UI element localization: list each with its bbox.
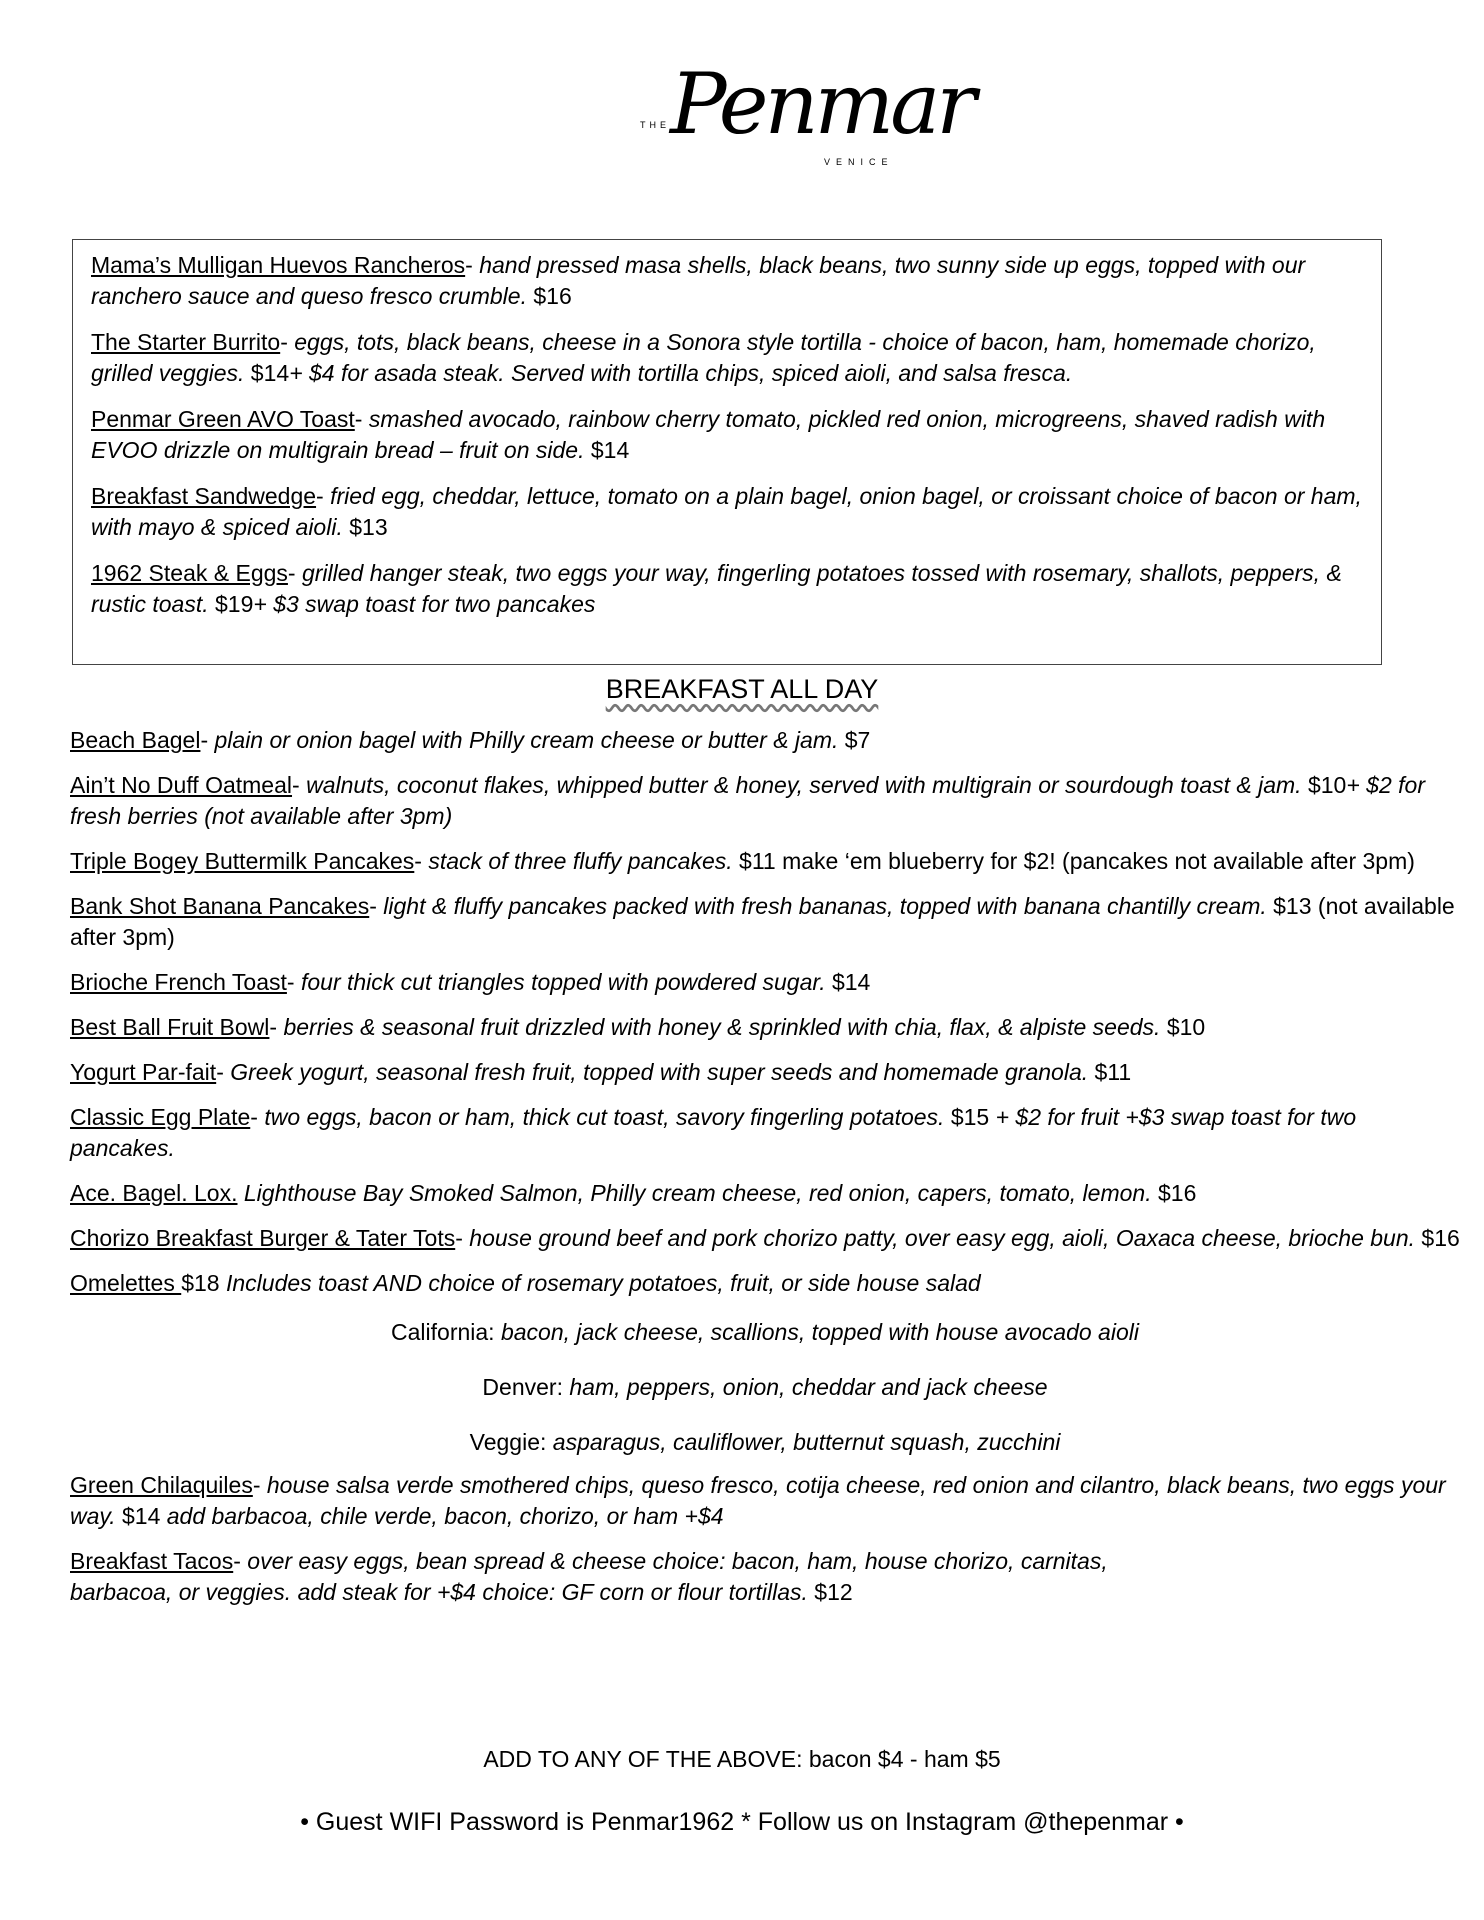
- item-price: $19: [208, 591, 254, 617]
- item-name: 1962 Steak & Eggs: [91, 560, 288, 586]
- item-price: $15: [944, 1104, 990, 1130]
- omelette-label: California:: [391, 1319, 495, 1345]
- item-extra: (not available after 3pm): [70, 893, 1455, 950]
- menu-item: [70, 1546, 1130, 1608]
- footer-note: • Guest WIFI Password is Penmar1962 * Follow us on Instagram @thepenmar •: [300, 1808, 1184, 1836]
- breakfast-menu: [70, 725, 1460, 1622]
- omelette-option: [70, 1317, 1460, 1348]
- item-sep: -: [316, 483, 331, 509]
- menu-item: [91, 404, 1363, 466]
- item-desc: stack of three fluffy pancakes.: [428, 848, 733, 874]
- item-name: Chorizo Breakfast Burger & Tater Tots: [70, 1225, 456, 1251]
- item-price: $13: [342, 514, 388, 540]
- item-sep: -: [369, 893, 384, 919]
- item-sep: -: [292, 772, 307, 798]
- item-price: $18: [181, 1270, 220, 1296]
- item-price: $16: [1415, 1225, 1460, 1251]
- item-extra: + $3 swap toast for two pancakes: [253, 591, 596, 617]
- item-price: $12: [807, 1579, 853, 1605]
- section-heading: BREAKFAST ALL DAY: [605, 674, 879, 704]
- item-price: $7: [838, 727, 871, 753]
- item-price: $11: [1088, 1059, 1132, 1085]
- menu-item: [70, 1057, 1460, 1088]
- item-name: The Starter Burrito: [91, 329, 281, 355]
- menu-item: [70, 1223, 1460, 1254]
- omelette-label: Denver:: [482, 1374, 563, 1400]
- item-price: $10: [1160, 1014, 1206, 1040]
- logo-the: THE: [640, 120, 670, 130]
- item-sep: -: [280, 329, 295, 355]
- item-name: Green Chilaquiles: [70, 1472, 253, 1498]
- item-desc: over easy eggs, bean spread & cheese choice: bacon, ham, house chorizo, carnitas, barbacoa, or veggies. add steak for +$4 choice: GF corn or flour tortillas.: [70, 1548, 1108, 1605]
- menu-item: [91, 558, 1363, 620]
- item-extra: add barbacoa, chile verde, bacon, chorizo, or ham +$4: [160, 1503, 724, 1529]
- featured-box: [72, 239, 1382, 665]
- item-desc: house ground beef and pork chorizo patty, over easy egg, aioli, Oaxaca cheese, brioche bun.: [469, 1225, 1416, 1251]
- menu-item: [70, 1102, 1460, 1164]
- item-extra: Includes toast AND choice of rosemary potatoes, fruit, or side house salad: [219, 1270, 981, 1296]
- restaurant-logo: [640, 55, 973, 182]
- item-sep: -: [455, 1225, 470, 1251]
- item-sep: -: [252, 1472, 267, 1498]
- item-price: $13: [1266, 893, 1312, 919]
- item-desc: grilled hanger steak, two eggs your way, fingerling potatoes tossed with rosemary, shallots, peppers, & rustic toast.: [91, 560, 1342, 617]
- omelette-desc: asparagus, cauliflower, butternut squash, zucchini: [546, 1429, 1061, 1455]
- item-name: Penmar Green AVO Toast: [91, 406, 355, 432]
- omelette-desc: bacon, jack cheese, scallions, topped with house avocado aioli: [494, 1319, 1139, 1345]
- item-desc: four thick cut triangles topped with powdered sugar.: [300, 969, 826, 995]
- omelette-label: Veggie:: [469, 1429, 547, 1455]
- menu-item: [91, 327, 1363, 389]
- item-name: Triple Bogey Buttermilk Pancakes: [70, 848, 415, 874]
- item-sep: -: [269, 1014, 284, 1040]
- item-name: Ace. Bagel. Lox.: [70, 1180, 238, 1206]
- menu-item: [70, 1268, 1460, 1299]
- item-desc: walnuts, coconut flakes, whipped butter & honey, served with multigrain or sourdough toast & jam.: [306, 772, 1302, 798]
- item-sep: -: [354, 406, 369, 432]
- menu-item: [91, 481, 1363, 543]
- item-name: Mama’s Mulligan Huevos Rancheros: [91, 252, 466, 278]
- item-price: $16: [526, 283, 572, 309]
- item-extra: + $4 for asada steak. Served with tortilla chips, spiced aioli, and salsa fresca.: [289, 360, 1073, 386]
- item-name: Breakfast Tacos: [70, 1548, 234, 1574]
- item-sep: -: [216, 1059, 231, 1085]
- item-desc: eggs, tots, black beans, cheese in a Sonora style tortilla - choice of bacon, ham, homemade chorizo, grilled veggies.: [91, 329, 1316, 386]
- item-name: Ain’t No Duff Oatmeal: [70, 772, 293, 798]
- item-price: $14: [584, 437, 630, 463]
- omelette-option: [70, 1427, 1460, 1458]
- item-desc: smashed avocado, rainbow cherry tomato, pickled red onion, microgreens, shaved radish with EVOO drizzle on multigrain bread – fruit on side.: [91, 406, 1326, 463]
- item-price: $14: [825, 969, 871, 995]
- item-name: Beach Bagel: [70, 727, 201, 753]
- item-desc: berries & seasonal fruit drizzled with honey & sprinkled with chia, flax, & alpiste seeds.: [283, 1014, 1161, 1040]
- item-desc: house salsa verde smothered chips, queso fresco, cotija cheese, red onion and cilantro, black beans, two eggs your way.: [70, 1472, 1446, 1529]
- item-sep: -: [250, 1104, 265, 1130]
- logo-script: Penmar: [670, 55, 973, 153]
- item-price: $14: [244, 360, 290, 386]
- menu-item: [70, 770, 1460, 832]
- item-desc: Greek yogurt, seasonal fresh fruit, topped with super seeds and homemade granola.: [230, 1059, 1089, 1085]
- menu-item: [70, 891, 1460, 953]
- item-extra: make ‘em blueberry for $2! (pancakes not available after 3pm): [775, 848, 1415, 874]
- item-name: Breakfast Sandwedge: [91, 483, 317, 509]
- logo-city: VENICE: [824, 157, 894, 167]
- item-price: $14: [115, 1503, 161, 1529]
- menu-item: [70, 846, 1460, 877]
- omelette-option: [70, 1372, 1460, 1403]
- item-sep: -: [465, 252, 480, 278]
- menu-item: [70, 1470, 1460, 1532]
- item-name: Brioche French Toast: [70, 969, 287, 995]
- item-price: $10: [1301, 772, 1347, 798]
- item-price: $16: [1151, 1180, 1197, 1206]
- item-name: Bank Shot Banana Pancakes: [70, 893, 370, 919]
- item-sep: -: [200, 727, 215, 753]
- item-extra: + $2 for fruit +$3 swap toast for two pancakes.: [70, 1104, 1357, 1161]
- menu-item: [91, 250, 1363, 312]
- item-desc: fried egg, cheddar, lettuce, tomato on a plain bagel, onion bagel, or croissant choice of bacon or ham, with mayo & spiced aioli.: [91, 483, 1362, 540]
- item-name: Classic Egg Plate: [70, 1104, 251, 1130]
- item-name: Best Ball Fruit Bowl: [70, 1014, 270, 1040]
- menu-item: [70, 1178, 1460, 1209]
- item-desc: Lighthouse Bay Smoked Salmon, Philly cream cheese, red onion, capers, tomato, lemon.: [243, 1180, 1152, 1206]
- add-ons: ADD TO ANY OF THE ABOVE: bacon $4 - ham $5: [483, 1746, 1001, 1772]
- item-desc: light & fluffy pancakes packed with fresh bananas, topped with banana chantilly cream.: [383, 893, 1267, 919]
- item-extra: + $2 for fresh berries (not available after 3pm): [70, 772, 1425, 829]
- menu-item: [70, 967, 1460, 998]
- item-sep: -: [286, 969, 301, 995]
- item-desc: hand pressed masa shells, black beans, two sunny side up eggs, topped with our ranchero sauce and queso fresco crumble.: [91, 252, 1306, 309]
- item-sep: -: [233, 1548, 248, 1574]
- item-desc: plain or onion bagel with Philly cream cheese or butter & jam.: [214, 727, 839, 753]
- menu-item: [70, 725, 1460, 756]
- menu-item: [70, 1012, 1460, 1043]
- item-sep: -: [287, 560, 302, 586]
- item-sep: -: [414, 848, 429, 874]
- item-price: $11: [732, 848, 776, 874]
- item-name: Omelettes: [70, 1270, 182, 1296]
- item-desc: two eggs, bacon or ham, thick cut toast, savory fingerling potatoes.: [264, 1104, 945, 1130]
- item-name: Yogurt Par-fait: [70, 1059, 217, 1085]
- omelette-desc: ham, peppers, onion, cheddar and jack cheese: [562, 1374, 1048, 1400]
